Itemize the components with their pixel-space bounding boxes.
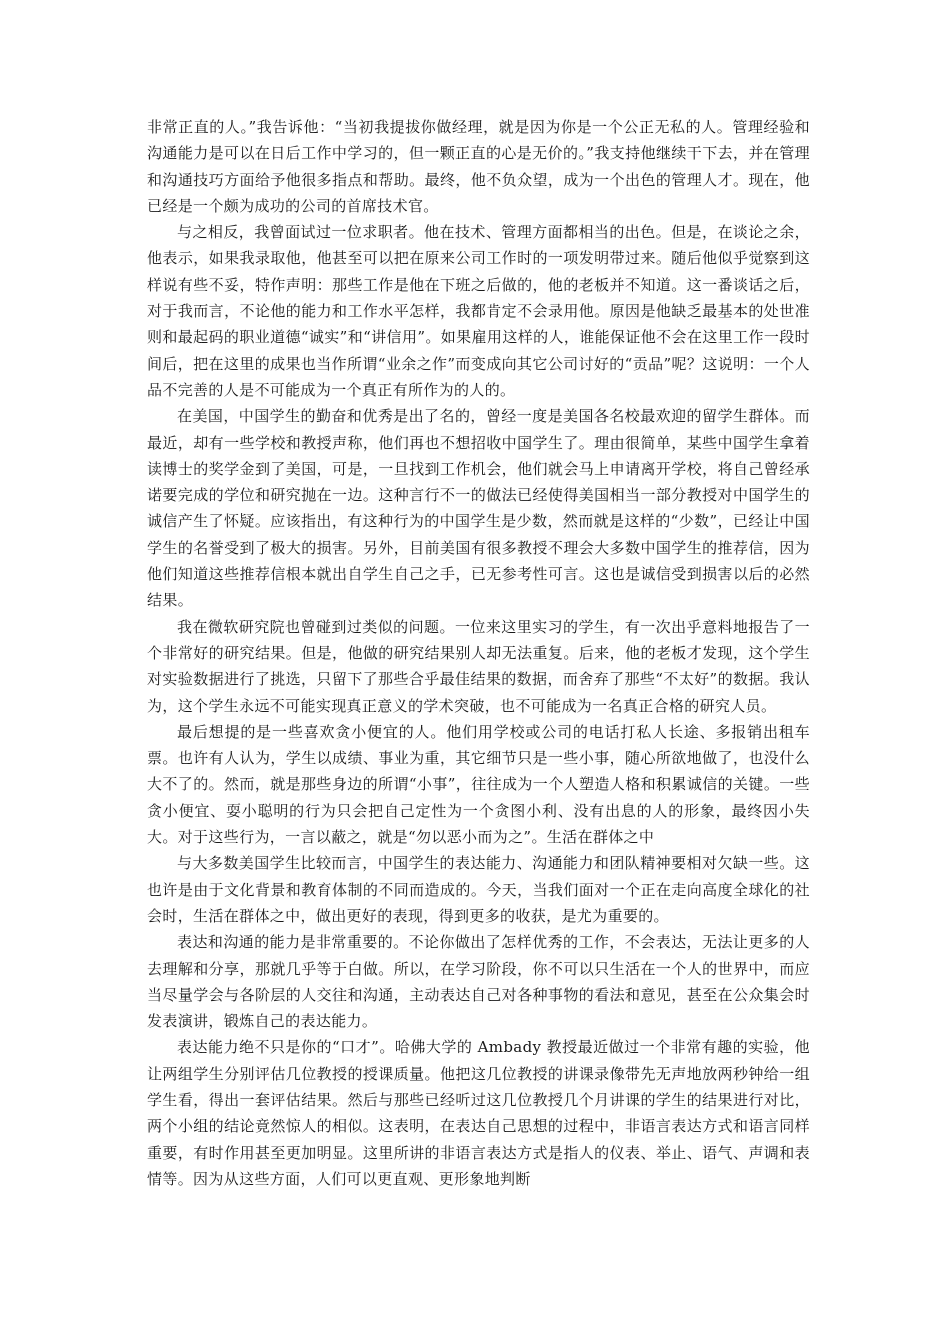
paragraph-7: 表达和沟通的能力是非常重要的。不论你做出了怎样优秀的工作，不会表达，无法让更多的人去理解和分享，那就几乎等于白做。所以，在学习阶段，你不可以只生活在一个人的世界中，而应当尽量学会与各阶层的人交往和沟通，主动表达自己对各种事物的看法和意见，甚至在公众集会时发表演讲，锻炼自己的表达能力。 bbox=[147, 933, 810, 1031]
paragraph-2: 与之相反，我曾面试过一位求职者。他在技术、管理方面都相当的出色。但是，在谈论之余，他表示，如果我录取他，他甚至可以把在原来公司工作时的一项发明带过来。随后他似乎觉察到这样说有些不妥，特作声明：那些工作是他在下班之后做的，他的老板并不知道。这一番谈话之后，对于我而言，不论他的能力和工作水平怎样，我都肯定不会录用他。原因是他缺乏最基本的处世准则和最起码的职业道德“诚实”和“讲信用”。如果雇用这样的人，谁能保证他不会在这里工作一段时间后，把在这里的成果也当作所谓“业余之作”而变成向其它公司讨好的“贡品”呢？这说明：一个人品不完善的人是不可能成为一个真正有所作为的人的。 bbox=[147, 223, 810, 399]
paragraph-1: 非常正直的人。”我告诉他：“当初我提拔你做经理，就是因为你是一个公正无私的人。管理经验和沟通能力是可以在日后工作中学习的，但一颗正直的心是无价的。”我支持他继续干下去，并在管理和沟通技巧方面给予他很多指点和帮助。最终，他不负众望，成为一个出色的管理人才。现在，他已经是一个颇为成功的公司的首席技术官。 bbox=[147, 118, 810, 215]
paragraph-6: 与大多数美国学生比较而言，中国学生的表达能力、沟通能力和团队精神要相对欠缺一些。这也许是由于文化背景和教育体制的不同而造成的。今天，当我们面对一个正在走向高度全球化的社会时，生活在群体之中，做出更好的表现，得到更多的收获，是尤为重要的。 bbox=[147, 854, 810, 925]
paragraph-5: 最后想提的是一些喜欢贪小便宜的人。他们用学校或公司的电话打私人长途、多报销出租车票。也许有人认为，学生以成绩、事业为重，其它细节只是一些小事，随心所欲地做了，也没什么大不了的。然而，就是那些身边的所谓“小事”，往往成为一个人塑造人格和积累诚信的关键。一些贪小便宜、耍小聪明的行为只会把自己定性为一个贪图小利、没有出息的人的形象，最终因小失大。对于这些行为，一言以蔽之，就是“勿以恶小而为之”。生活在群体之中 bbox=[147, 722, 810, 847]
paragraph-3: 在美国，中国学生的勤奋和优秀是出了名的，曾经一度是美国各名校最欢迎的留学生群体。而最近，却有一些学校和教授声称，他们再也不想招收中国学生了。理由很简单，某些中国学生拿着读博士的奖学金到了美国，可是，一旦找到工作机会，他们就会马上申请离开学校，将自己曾经承诺要完成的学位和研究抛在一边。这种言行不一的做法已经使得美国相当一部分教授对中国学生的诚信产生了怀疑。应该指出，有这种行为的中国学生是少数，然而就是这样的“少数”，已经让中国学生的名誉受到了极大的损害。另外，目前美国有很多教授不理会大多数中国学生的推荐信，因为他们知道这些推荐信根本就出自学生自己之手，已无参考性可言。这也是诚信受到损害以后的必然结果。 bbox=[147, 407, 810, 610]
paragraph-4: 我在微软研究院也曾碰到过类似的问题。一位来这里实习的学生，有一次出乎意料地报告了一个非常好的研究结果。但是，他做的研究结果别人却无法重复。后来，他的老板才发现，这个学生对实验数据进行了挑选，只留下了那些合乎最佳结果的数据，而舍弃了那些“不太好”的数据。我认为，这个学生永远不可能实现真正意义的学术突破，也不可能成为一名真正合格的研究人员。 bbox=[147, 617, 810, 715]
document-page bbox=[147, 114, 810, 1192]
paragraph-8: 表达能力绝不只是你的“口才”。哈佛大学的 Ambady 教授最近做过一个非常有趣的实验，他让两组学生分别评估几位教授的授课质量。他把这几位教授的讲课录像带先无声地放两秒钟给一组学生看，得出一套评估结果。然后与那些已经听过这几位教授几个月讲课的学生的结果进行对比，两个小组的结论竟然惊人的相似。这表明，在表达自己思想的过程中，非语言表达方式和语言同样重要，有时作用甚至更加明显。这里所讲的非语言表达方式是指人的仪表、举止、语气、声调和表情等。因为从这些方面，人们可以更直观、更形象地判断 bbox=[147, 1038, 810, 1188]
